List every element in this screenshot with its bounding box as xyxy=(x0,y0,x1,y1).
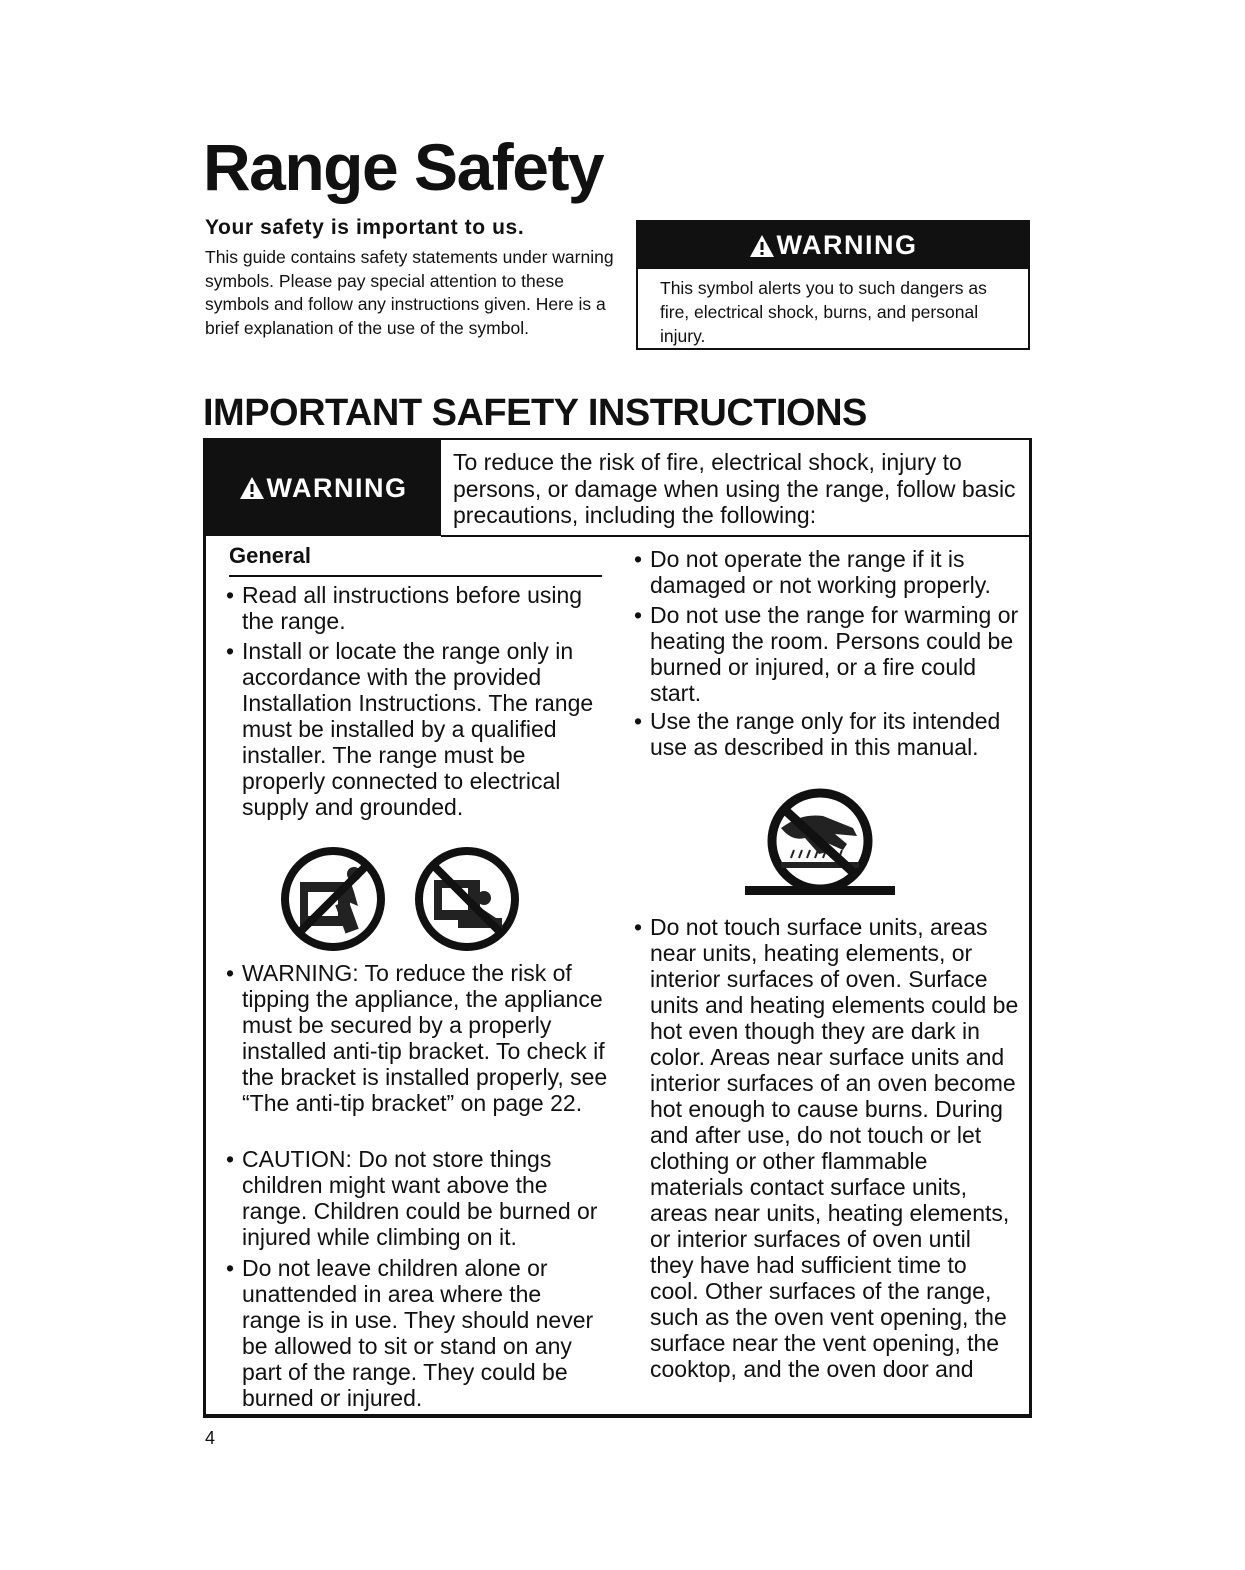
warning-band xyxy=(638,222,1028,269)
do-not-touch-hot-surface-icon xyxy=(745,788,895,903)
list-item: • Do not operate the range if it is damaged or not working properly. xyxy=(637,546,1030,598)
warning-label: WARNING xyxy=(776,230,918,260)
warning-triangle-icon xyxy=(749,234,775,258)
section-heading: IMPORTANT SAFETY INSTRUCTIONS xyxy=(203,392,867,434)
warning-triangle-icon xyxy=(239,476,265,500)
warning-label: WARNING xyxy=(266,472,408,503)
page-title: Range Safety xyxy=(203,130,604,204)
divider xyxy=(441,535,1029,537)
list-item: • CAUTION: Do not store things children might want above the range. Children could be burned or injured while climbing on it. xyxy=(229,1146,602,1250)
intro-text: This guide contains safety statements under warning symbols. Please pay special attention to these symbols and follow any instructions given. Here is a brief explanation of the use of the symbol. xyxy=(205,247,614,338)
intro-heading: Your safety is important to us. xyxy=(205,216,525,239)
list-item: • Do not leave children alone or unattended in area where the range is in use. They should never be allowed to sit or stand on any part of the range. They could be burned or injured. xyxy=(229,1255,597,1411)
warning-symbol-text: This symbol alerts you to such dangers as fire, electrical shock, burns, and personal injury. xyxy=(660,278,987,346)
list-item: • Do not use the range for warming or heating the room. Persons could be burned or injured, or a fire could start. xyxy=(637,602,1030,706)
list-item: • WARNING: To reduce the risk of tipping the appliance, the appliance must be secured by a properly installed anti-tip bracket. To check if the bracket is installed properly, see “The anti-tip bracket” on page 22. xyxy=(229,960,617,1116)
page-number: 4 xyxy=(205,1428,216,1448)
list-item: • Use the range only for its intended use as described in this manual. xyxy=(637,708,1035,760)
warning-band xyxy=(205,440,441,536)
list-item: • Install or locate the range only in accordance with the provided Installation Instructions. The range must be installed by a qualified installer. The range must be properly connected to electrical supply and grounded. xyxy=(229,638,602,820)
list-item: • Read all instructions before using the range. xyxy=(229,582,617,634)
warning-symbol-box xyxy=(636,220,1030,350)
list-item: • Do not touch surface units, areas near units, heating elements, or interior surfaces of oven. Surface units and heating elements could be hot even though they are dark in color. Areas near surface units and interior surfaces of an oven become hot enough to cause burns. During and after use, do not touch or let clothing or other flammable materials contact surface units, areas near units, heating elements, or interior surfaces of oven until they have had sufficient time to cool. Other surfaces of the range, such as the oven vent opening, the surface near the vent opening, the cooktop, and the oven door and xyxy=(637,914,1020,1382)
general-heading: General xyxy=(229,543,311,568)
no-climbing-on-door-icon xyxy=(278,844,388,954)
no-sitting-on-door-icon xyxy=(412,844,522,954)
warning-text: To reduce the risk of fire, electrical shock, injury to persons, or damage when using the range, follow basic precautions, including the following: xyxy=(453,449,1016,528)
divider xyxy=(229,575,602,577)
